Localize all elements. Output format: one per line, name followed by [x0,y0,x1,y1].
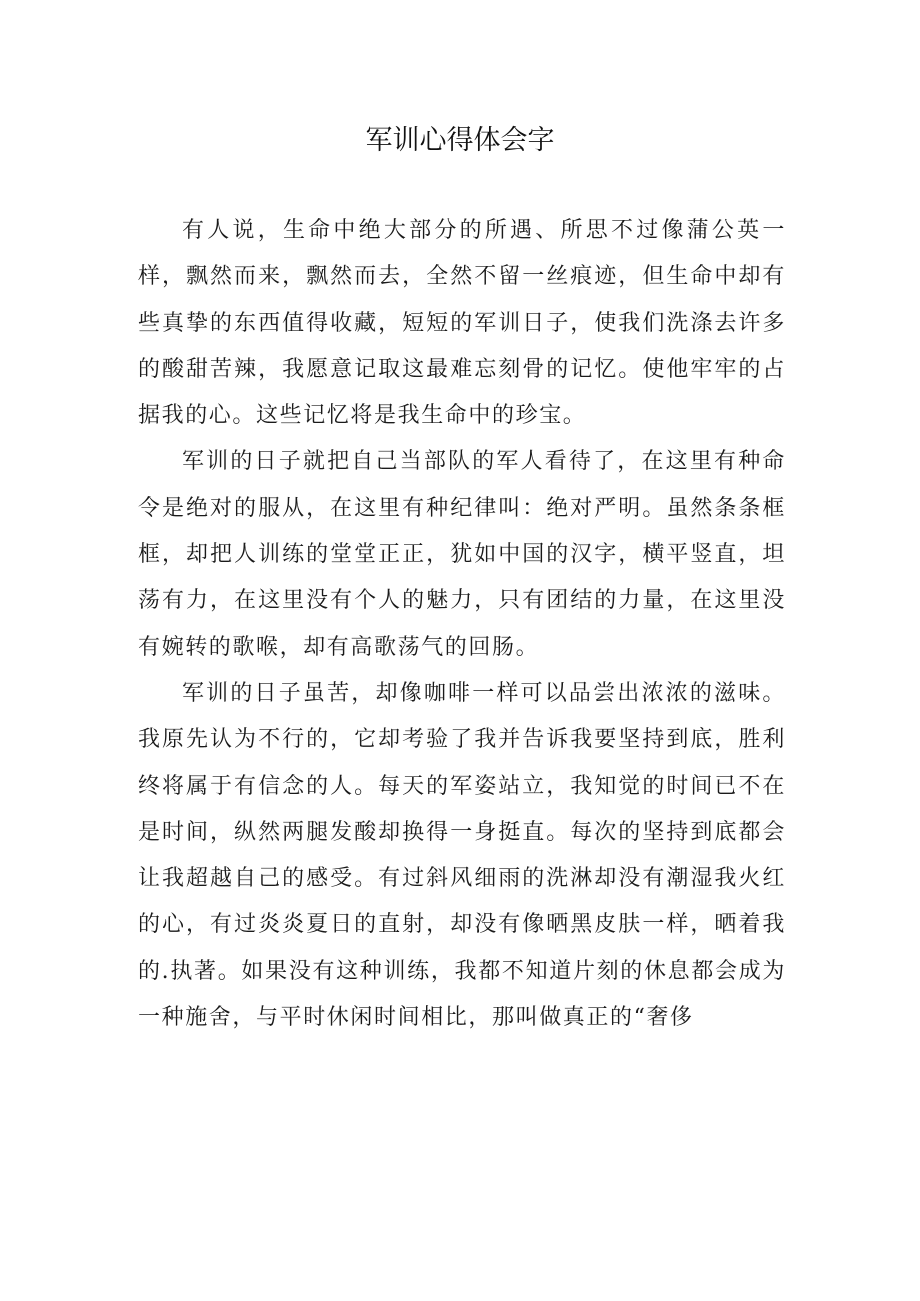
paragraph-1: 有人说，生命中绝大部分的所遇、所思不过像蒲公英一样，飘然而来，飘然而去，全然不留一丝痕迹，但生命中却有些真挚的东西值得收藏，短短的军训日子，使我们洗涤去许多的酸甜苦辣，我愿意记取这最难忘刻骨的记忆。使他牢牢的占据我的心。这些记忆将是我生命中的珍宝。 [138,218,786,429]
paragraph-3: 军训的日子虽苦，却像咖啡一样可以品尝出浓浓的滋味。我原先认为不行的，它却考验了我并告诉我要坚持到底，胜利终将属于有信念的人。每天的军姿站立，我知觉的时间已不在是时间，纵然两腿发酸却换得一身挺直。每次的坚持到底都会让我超越自己的感受。有过斜风细雨的洗淋却没有潮湿我火红的心，有过炎炎夏日的直射，却没有像晒黑皮肤一样，晒着我的.执著。如果没有这种训练，我都不知道片刻的休息都会成为一种施舍，与平时休闲时间相比，那叫做真正的“奢侈 [138,680,786,1031]
document-body [138,208,786,1041]
paragraph-2: 军训的日子就把自己当部队的军人看待了，在这里有种命令是绝对的服从，在这里有种纪律叫：绝对严明。虽然条条框框，却把人训练的堂堂正正，犹如中国的汉字，横平竖直，坦荡有力，在这里没有个人的魅力，只有团结的力量，在这里没有婉转的歌喉，却有高歌荡气的回肠。 [138,449,786,660]
page-title: 军训心得体会字 [365,125,555,156]
